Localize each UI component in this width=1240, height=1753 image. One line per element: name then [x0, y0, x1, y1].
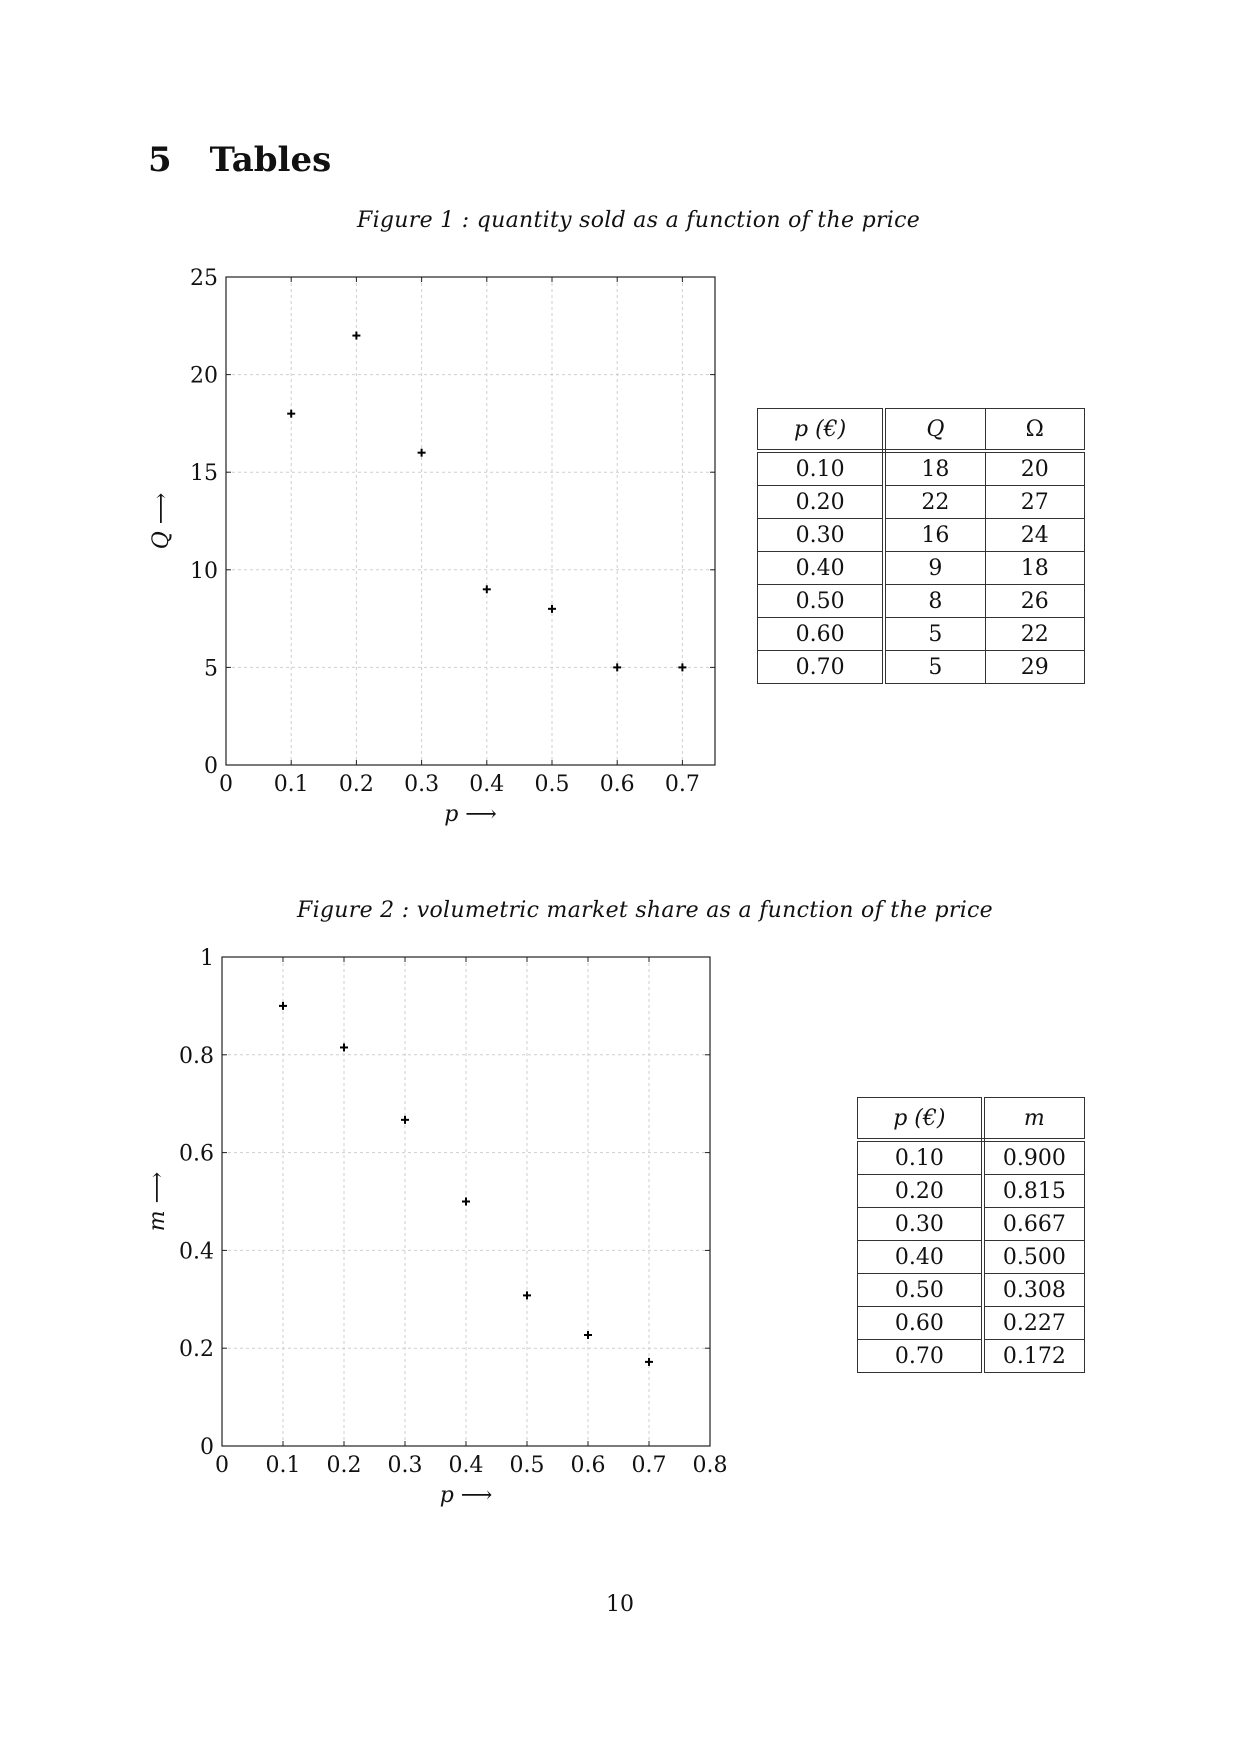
table-cell: 9: [884, 552, 985, 585]
table-row: [758, 585, 1085, 618]
y-tick-label: 0.4: [179, 1239, 214, 1265]
x-tick-label: 0.7: [631, 1453, 667, 1478]
plot-frame: [226, 277, 715, 765]
table-row: [858, 1175, 1085, 1208]
table-cell: 20: [985, 451, 1084, 486]
figure2-table: [857, 1097, 1085, 1373]
x-tick-label: 0.4: [448, 1453, 484, 1478]
table-row: [858, 1241, 1085, 1274]
x-tick-label: 0.5: [534, 772, 570, 797]
y-tick-label: 10: [190, 558, 218, 584]
table-cell: 0.50: [758, 585, 885, 618]
table-cell: 29: [985, 651, 1084, 684]
table-row: [858, 1307, 1085, 1340]
x-tick-label: 0.3: [404, 772, 440, 797]
x-tick-label: 0.7: [664, 772, 700, 797]
table-header-row: [758, 409, 1085, 452]
x-tick-label: 0.6: [599, 772, 635, 797]
page-number: 10: [606, 1592, 634, 1617]
table-cell: 0.50: [858, 1274, 983, 1307]
table-header-cell: Q: [884, 409, 985, 452]
data-point: [613, 663, 621, 671]
table-cell: 8: [884, 585, 985, 618]
figure1-caption: Figure 1 : quantity sold as a function of the price: [357, 208, 921, 233]
y-axis-label: Q ⟶: [149, 492, 174, 550]
table-row: [758, 618, 1085, 651]
table-cell: 0.308: [983, 1274, 1085, 1307]
table-cell: 0.10: [758, 451, 885, 486]
section-number: 5: [148, 140, 172, 180]
data-point: [678, 663, 686, 671]
table-cell: 0.40: [758, 552, 885, 585]
table-cell: 0.172: [983, 1340, 1085, 1373]
data-point: [418, 449, 426, 457]
table-cell: 24: [985, 519, 1084, 552]
table-row: [758, 486, 1085, 519]
table-cell: 0.60: [758, 618, 885, 651]
table-header-row: [858, 1098, 1085, 1141]
table-cell: 0.40: [858, 1241, 983, 1274]
table-cell: 0.70: [758, 651, 885, 684]
x-axis-label: p ⟶: [439, 1483, 493, 1508]
table-cell: 0.70: [858, 1340, 983, 1373]
x-tick-label: 0: [215, 1453, 229, 1478]
table-cell: 22: [985, 618, 1084, 651]
y-tick-label: 20: [190, 363, 218, 389]
figure2-caption: Figure 2 : volumetric market share as a function of the price: [297, 898, 994, 923]
table-header-cell: p (€): [858, 1098, 983, 1141]
data-point: [483, 585, 491, 593]
y-tick-label: 25: [190, 266, 218, 291]
figure1-table: [757, 408, 1085, 684]
x-tick-label: 0.8: [692, 1453, 728, 1478]
table-row: [858, 1340, 1085, 1373]
x-tick-label: 0.3: [387, 1453, 423, 1478]
x-tick-label: 0.5: [509, 1453, 545, 1478]
y-tick-label: 15: [190, 461, 218, 487]
y-tick-label: 0: [200, 1435, 214, 1460]
table-cell: 0.10: [858, 1140, 983, 1175]
table-cell: 0.500: [983, 1241, 1085, 1274]
section-title: Tables: [209, 140, 332, 180]
table-cell: 0.20: [758, 486, 885, 519]
table-cell: 0.667: [983, 1208, 1085, 1241]
x-tick-label: 0: [219, 772, 233, 797]
x-tick-label: 0.6: [570, 1453, 606, 1478]
table-cell: 0.20: [858, 1175, 983, 1208]
table-cell: 27: [985, 486, 1084, 519]
table-row: [758, 552, 1085, 585]
x-tick-label: 0.2: [326, 1453, 362, 1478]
y-tick-label: 0.8: [179, 1043, 214, 1069]
table-header-cell: m: [983, 1098, 1085, 1141]
table-cell: 0.30: [858, 1208, 983, 1241]
y-tick-label: 1: [200, 946, 214, 971]
table-row: [758, 451, 1085, 486]
y-tick-label: 0: [204, 754, 218, 779]
table-cell: 5: [884, 618, 985, 651]
x-tick-label: 0.2: [338, 772, 374, 797]
x-tick-label: 0.4: [469, 772, 505, 797]
table-cell: 0.30: [758, 519, 885, 552]
table-row: [858, 1140, 1085, 1175]
y-axis-label: m ⟶: [145, 1171, 170, 1232]
table-cell: 0.227: [983, 1307, 1085, 1340]
table-cell: 5: [884, 651, 985, 684]
data-point: [287, 410, 295, 418]
table-row: [758, 651, 1085, 684]
y-tick-label: 5: [204, 656, 218, 682]
data-point: [548, 605, 556, 613]
data-point: [352, 332, 360, 340]
table-cell: 22: [884, 486, 985, 519]
table-cell: 0.900: [983, 1140, 1085, 1175]
y-tick-label: 0.2: [179, 1337, 214, 1363]
x-tick-label: 0.1: [265, 1453, 301, 1478]
table-row: [858, 1208, 1085, 1241]
table-cell: 26: [985, 585, 1084, 618]
table-row: [858, 1274, 1085, 1307]
table-cell: 18: [985, 552, 1084, 585]
table-cell: 18: [884, 451, 985, 486]
table-row: [758, 519, 1085, 552]
table-cell: 0.815: [983, 1175, 1085, 1208]
y-tick-label: 0.6: [179, 1141, 214, 1167]
x-axis-label: p ⟶: [444, 802, 497, 827]
table-cell: 0.60: [858, 1307, 983, 1340]
table-cell: 16: [884, 519, 985, 552]
table-header-cell: Ω: [985, 409, 1084, 452]
x-tick-label: 0.1: [273, 772, 309, 797]
table-header-cell: p (€): [758, 409, 885, 452]
